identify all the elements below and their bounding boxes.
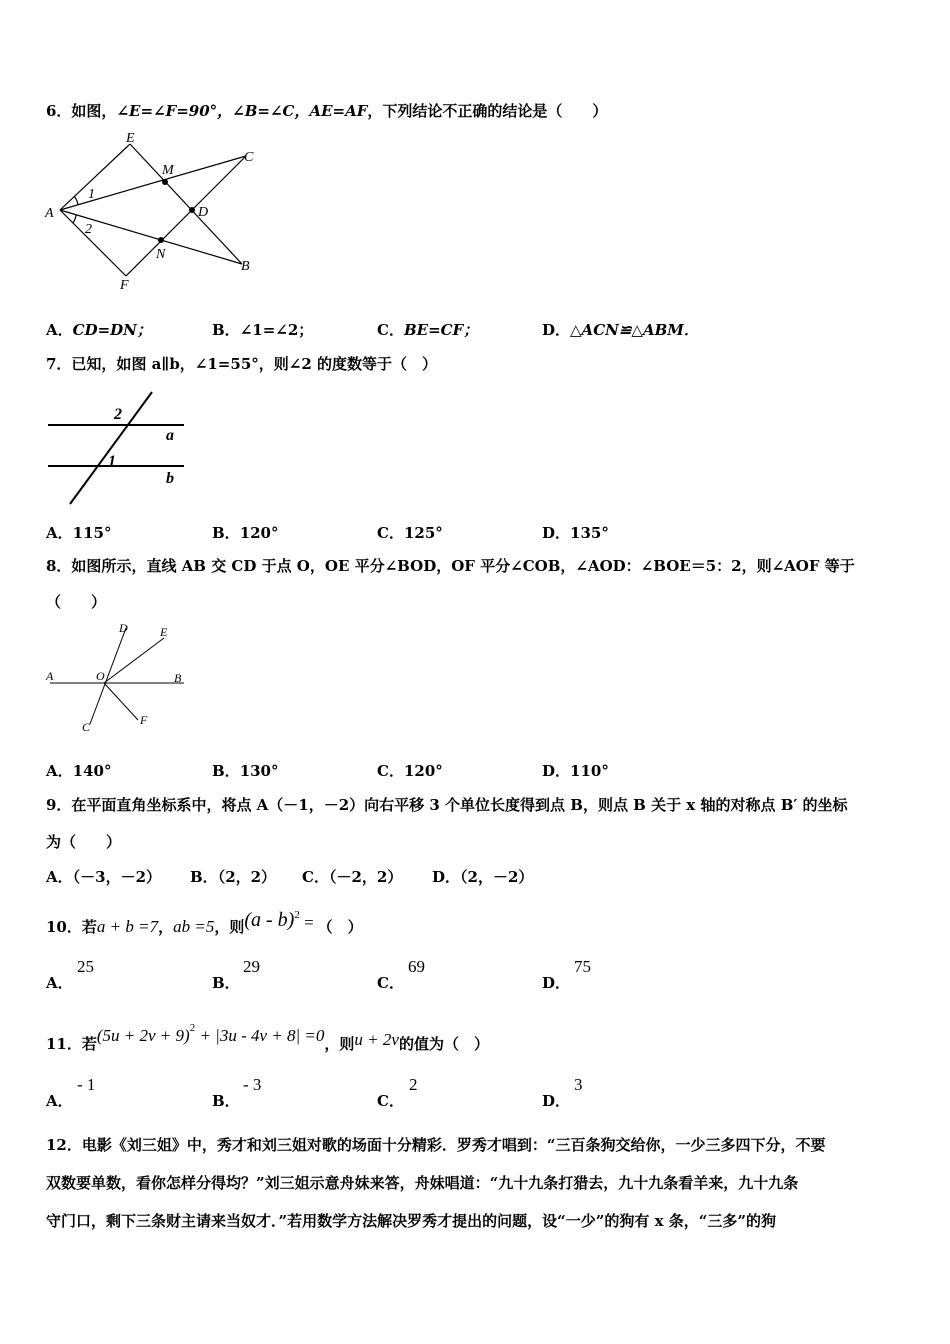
- option-label: B．: [212, 321, 240, 339]
- q8-option-a[interactable]: [46, 760, 111, 781]
- q11-expression-square: (5u + 2v + 9): [96, 1026, 190, 1045]
- q8-option-c[interactable]: [377, 760, 443, 781]
- q10-mid: ，则: [214, 918, 245, 936]
- option-label: A．: [46, 868, 73, 886]
- q6-label-C: C: [244, 150, 254, 165]
- q9-options: [46, 866, 746, 886]
- option-text: （2，2）: [217, 868, 277, 886]
- option-text: 120°: [403, 762, 443, 780]
- q10-option-a-label[interactable]: A．: [46, 974, 73, 992]
- q7-label-b: b: [166, 470, 174, 487]
- q6-label-B: B: [241, 259, 250, 274]
- q7-figure: [44, 388, 194, 508]
- option-label: D．: [542, 524, 571, 542]
- q8-stem-line2: （ ）: [46, 593, 107, 611]
- option-text: BE=CF；: [403, 321, 479, 339]
- q10-condition-sum: a + b =7: [96, 917, 159, 936]
- q7-option-c[interactable]: [377, 522, 443, 543]
- q10-option-a-value: 25: [77, 957, 94, 976]
- q10-exponent: 2: [294, 909, 300, 921]
- q8-option-d[interactable]: [542, 760, 609, 781]
- q6-label-N: N: [156, 247, 166, 262]
- q7-option-b[interactable]: [212, 522, 279, 543]
- q9-stem-line2: 为（ ）: [46, 833, 122, 851]
- q12-line2: 双数要单数，看你怎样分得均？”刘三姐示意舟妹来答，舟妹唱道：“九十九条打猎去，九十九条看羊来，九十九条: [46, 1174, 799, 1192]
- option-label: C．: [377, 321, 404, 339]
- option-text: （－2，2）: [328, 868, 403, 886]
- q6-figure: [44, 130, 264, 293]
- q11-exponent: 2: [189, 1022, 196, 1034]
- q6-stem-rest: ，下列结论不正确的结论是（ ）: [367, 102, 608, 120]
- q6-label-angle1: 1: [88, 187, 95, 202]
- q7-label-angle1: 1: [108, 453, 116, 470]
- q8-label-D: D: [119, 621, 128, 635]
- q9-option-b[interactable]: [190, 866, 276, 887]
- q8-label-B: B: [174, 671, 182, 685]
- q10-sep: ，: [158, 918, 174, 936]
- q11-suffix: 的值为（ ）: [398, 1035, 489, 1053]
- q6-stem: [46, 101, 607, 121]
- q6-label-F: F: [120, 278, 129, 293]
- option-label: D．: [542, 321, 571, 339]
- option-label: D．: [542, 762, 571, 780]
- q11-option-a-value: - 1: [77, 1075, 96, 1094]
- option-label: A．: [46, 321, 73, 339]
- q6-stem-conditions: ∠E=∠F=90°，∠B=∠C，AE=AF: [116, 102, 368, 120]
- q7-stem: 7．已知，如图 a∥b，∠1=55°，则∠2 的度数等于（ ）: [46, 355, 437, 373]
- q7-options: [46, 522, 746, 542]
- q10-stem: [46, 911, 363, 939]
- q10-option-d-value: 75: [574, 957, 591, 976]
- option-text: 140°: [72, 762, 112, 780]
- q11-prefix: 11．若: [46, 1035, 97, 1053]
- q10-suffix: （ ）: [317, 918, 363, 936]
- q7-option-d[interactable]: [542, 522, 609, 543]
- q7-option-a[interactable]: [46, 522, 111, 543]
- option-text: ∠1=∠2；: [239, 321, 314, 339]
- q9-option-c[interactable]: [302, 866, 402, 887]
- q10-option-b-label[interactable]: B．: [212, 974, 240, 992]
- q6-label-M: M: [162, 163, 174, 178]
- q8-label-O: O: [96, 669, 105, 683]
- q10-option-c-value: 69: [408, 957, 425, 976]
- option-text: （－3，－2）: [72, 868, 162, 886]
- option-label: B．: [190, 868, 218, 886]
- q11-expression-target: u + 2v: [354, 1030, 399, 1049]
- q7-label-a: a: [166, 427, 174, 444]
- q6-option-d[interactable]: [542, 319, 699, 340]
- q12-line3: 守门口，剩下三条财主请来当奴才．”若用数学方法解决罗秀才提出的问题，设“一少”的狗有 x 条，“三多”的狗: [46, 1212, 777, 1230]
- q12-line1: 12．电影《刘三姐》中，秀才和刘三姐对歌的场面十分精彩．罗秀才唱到：“三百条狗交给你，一少三多四下分，不要: [46, 1136, 826, 1154]
- q11-stem: [46, 1022, 489, 1056]
- q10-expression: (a - b): [244, 909, 295, 931]
- q6-label-angle2: 2: [85, 222, 92, 237]
- q8-figure: [44, 620, 194, 735]
- q8-label-F: F: [140, 713, 148, 727]
- q6-label-D: D: [198, 205, 209, 220]
- q11-option-d-label[interactable]: D．: [542, 1092, 571, 1110]
- option-label: C．: [377, 524, 404, 542]
- q6-stem-num: 6．如图，: [46, 102, 117, 120]
- option-text: 130°: [239, 762, 279, 780]
- option-text: 120°: [239, 524, 279, 542]
- q11-expression-abs: + |3u - 4v + 8| =0: [195, 1026, 325, 1045]
- q11-option-c-value: 2: [409, 1075, 418, 1094]
- q8-options: [46, 760, 746, 780]
- q10-prefix: 10．若: [46, 918, 97, 936]
- q10-option-c-label[interactable]: C．: [377, 974, 404, 992]
- q9-stem-line1: 9．在平面直角坐标系中，将点 A（－1，－2）向右平移 3 个单位长度得到点 B，则点 B 关于 x 轴的对称点 B′ 的坐标: [46, 796, 848, 814]
- option-text: 135°: [570, 524, 609, 542]
- q6-option-a[interactable]: [46, 319, 152, 340]
- option-label: C．: [302, 868, 329, 886]
- q10-condition-product: ab =5: [173, 917, 215, 936]
- q11-option-b-value: - 3: [243, 1075, 262, 1094]
- q11-option-a-label[interactable]: A．: [46, 1092, 73, 1110]
- q8-option-b[interactable]: [212, 760, 279, 781]
- q6-label-E: E: [126, 131, 135, 146]
- q8-label-A: A: [46, 669, 54, 683]
- option-label: A．: [46, 524, 73, 542]
- q8-label-E: E: [160, 625, 168, 639]
- q10-equals: =: [299, 913, 314, 932]
- option-text: CD=DN；: [72, 321, 152, 339]
- option-text: 125°: [403, 524, 443, 542]
- option-label: A．: [46, 762, 73, 780]
- q6-label-A: A: [45, 206, 54, 221]
- option-label: B．: [212, 762, 240, 780]
- q8-stem-line1: 8．如图所示，直线 AB 交 CD 于点 O，OE 平分∠BOD，OF 平分∠COB，∠AOD：∠BOE＝5：2，则∠AOF 等于: [46, 557, 855, 575]
- q11-mid: ，则: [324, 1035, 355, 1053]
- option-text: 110°: [570, 762, 609, 780]
- q8-label-C: C: [82, 720, 91, 734]
- q11-option-c-label[interactable]: C．: [377, 1092, 404, 1110]
- option-text: 115°: [72, 524, 112, 542]
- q10-option-d-label[interactable]: D．: [542, 974, 571, 992]
- q6-options: [46, 319, 746, 339]
- option-label: D．: [432, 868, 461, 886]
- q9-option-d[interactable]: [432, 866, 533, 887]
- q6-option-c[interactable]: [377, 319, 478, 340]
- q11-option-b-label[interactable]: B．: [212, 1092, 240, 1110]
- q10-option-b-value: 29: [243, 957, 260, 976]
- option-text: △ACN≌△ABM．: [570, 321, 699, 339]
- q7-label-angle2: 2: [114, 406, 122, 423]
- option-label: B．: [212, 524, 240, 542]
- option-text: （2，－2）: [460, 868, 534, 886]
- q11-option-d-value: 3: [574, 1075, 583, 1094]
- q6-option-b[interactable]: [212, 319, 313, 340]
- option-label: C．: [377, 762, 404, 780]
- q9-option-a[interactable]: [46, 866, 161, 887]
